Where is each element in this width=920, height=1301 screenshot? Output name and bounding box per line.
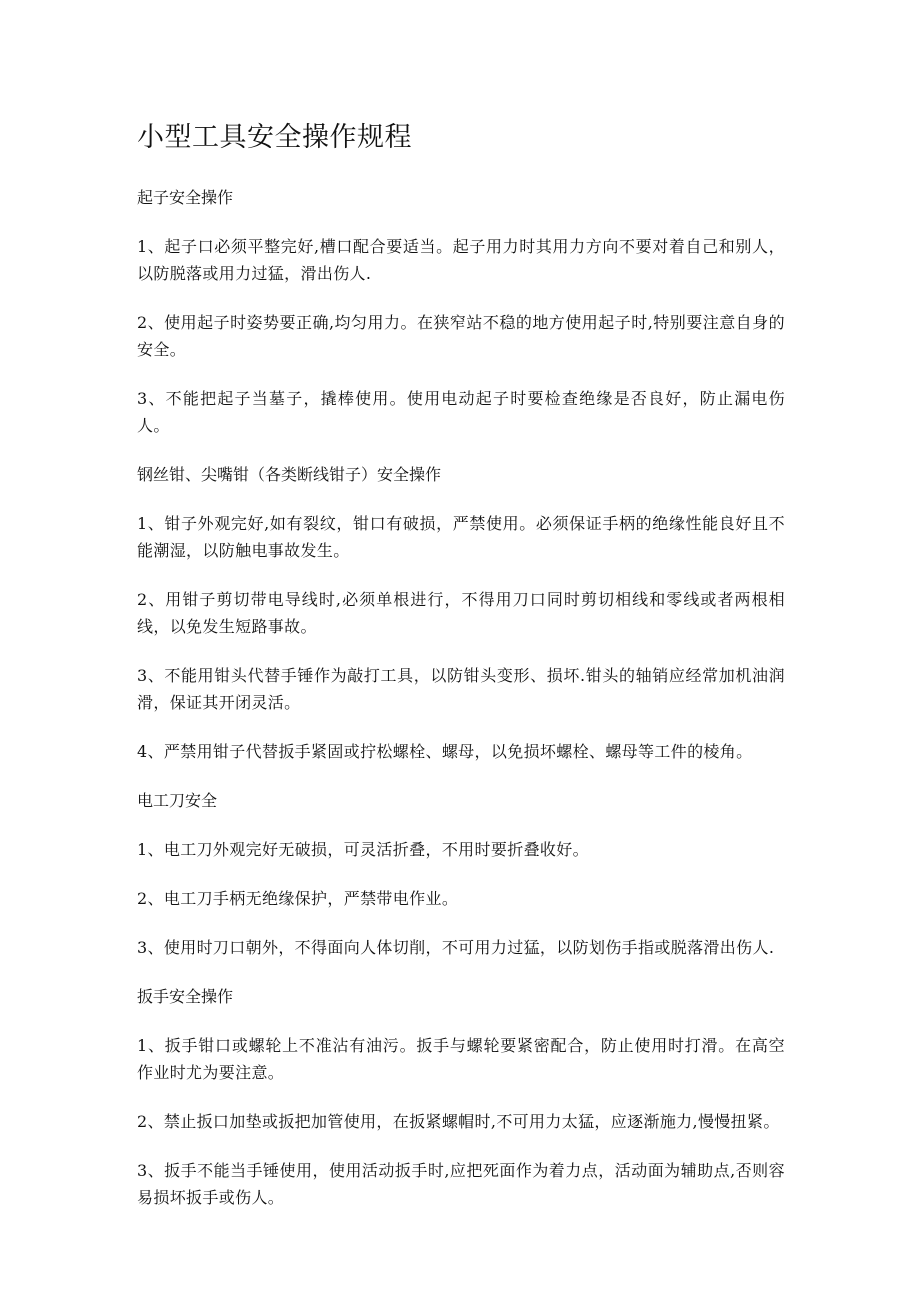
section-pliers bbox=[137, 461, 785, 765]
section-wrench bbox=[137, 983, 785, 1211]
section-heading: 电工刀安全 bbox=[137, 791, 218, 810]
section-electrician-knife bbox=[137, 787, 785, 961]
paragraph: 3、不能把起子当墓子，撬棒使用。使用电动起子时要检查绝缘是否良好，防止漏电伤人。 bbox=[137, 389, 785, 435]
paragraph: 2、禁止扳口加垫或扳把加管使用，在扳紧螺帽时,不可用力太猛，应逐渐施力,慢慢扭紧。 bbox=[137, 1112, 780, 1131]
document-page bbox=[137, 118, 785, 1233]
paragraph: 2、使用起子时姿势要正确,均匀用力。在狭窄站不稳的地方使用起子时,特别要注意自身的安全。 bbox=[137, 313, 785, 359]
paragraph: 1、钳子外观完好,如有裂纹，钳口有破损，严禁使用。必须保证手柄的绝缘性能良好且不能潮湿，以防触电事故发生。 bbox=[137, 514, 785, 560]
document-title: 小型工具安全操作规程 bbox=[137, 122, 412, 153]
section-heading: 扳手安全操作 bbox=[137, 987, 234, 1006]
paragraph: 1、电工刀外观完好无破损，可灵活折叠，不用时要折叠收好。 bbox=[137, 840, 589, 859]
section-heading: 钢丝钳、尖嘴钳（各类断线钳子）安全操作 bbox=[137, 465, 442, 484]
paragraph: 4、严禁用钳子代替扳手紧固或拧松螺栓、螺母，以免损坏螺栓、螺母等工件的棱角。 bbox=[137, 742, 753, 761]
paragraph: 2、用钳子剪切带电导线时,必须单根进行，不得用刀口同时剪切相线和零线或者两根相线，以免发生短路事故。 bbox=[137, 590, 785, 636]
paragraph: 3、使用时刀口朝外，不得面向人体切削，不可用力过猛，以防划伤手指或脱落滑出伤人. bbox=[137, 938, 775, 957]
paragraph: 2、电工刀手柄无绝缘保护，严禁带电作业。 bbox=[137, 889, 459, 908]
paragraph: 1、起子口必须平整完好,槽口配合要适当。起子用力时其用力方向不要对着自己和别人，以防脱落或用力过猛，滑出伤人. bbox=[137, 237, 785, 283]
paragraph: 3、不能用钳头代替手锤作为敲打工具，以防钳头变形、损坏.钳头的轴销应经常加机油润滑，保证其开闭灵活。 bbox=[137, 666, 785, 712]
section-heading: 起子安全操作 bbox=[137, 188, 234, 207]
section-screwdriver bbox=[137, 184, 785, 439]
paragraph: 1、扳手钳口或螺轮上不准沾有油污。扳手与螺轮要紧密配合，防止使用时打滑。在高空作业时尤为要注意。 bbox=[137, 1036, 785, 1082]
paragraph: 3、扳手不能当手锤使用，使用活动扳手时,应把死面作为着力点，活动面为辅助点,否则容易损坏扳手或伤人。 bbox=[137, 1161, 785, 1207]
